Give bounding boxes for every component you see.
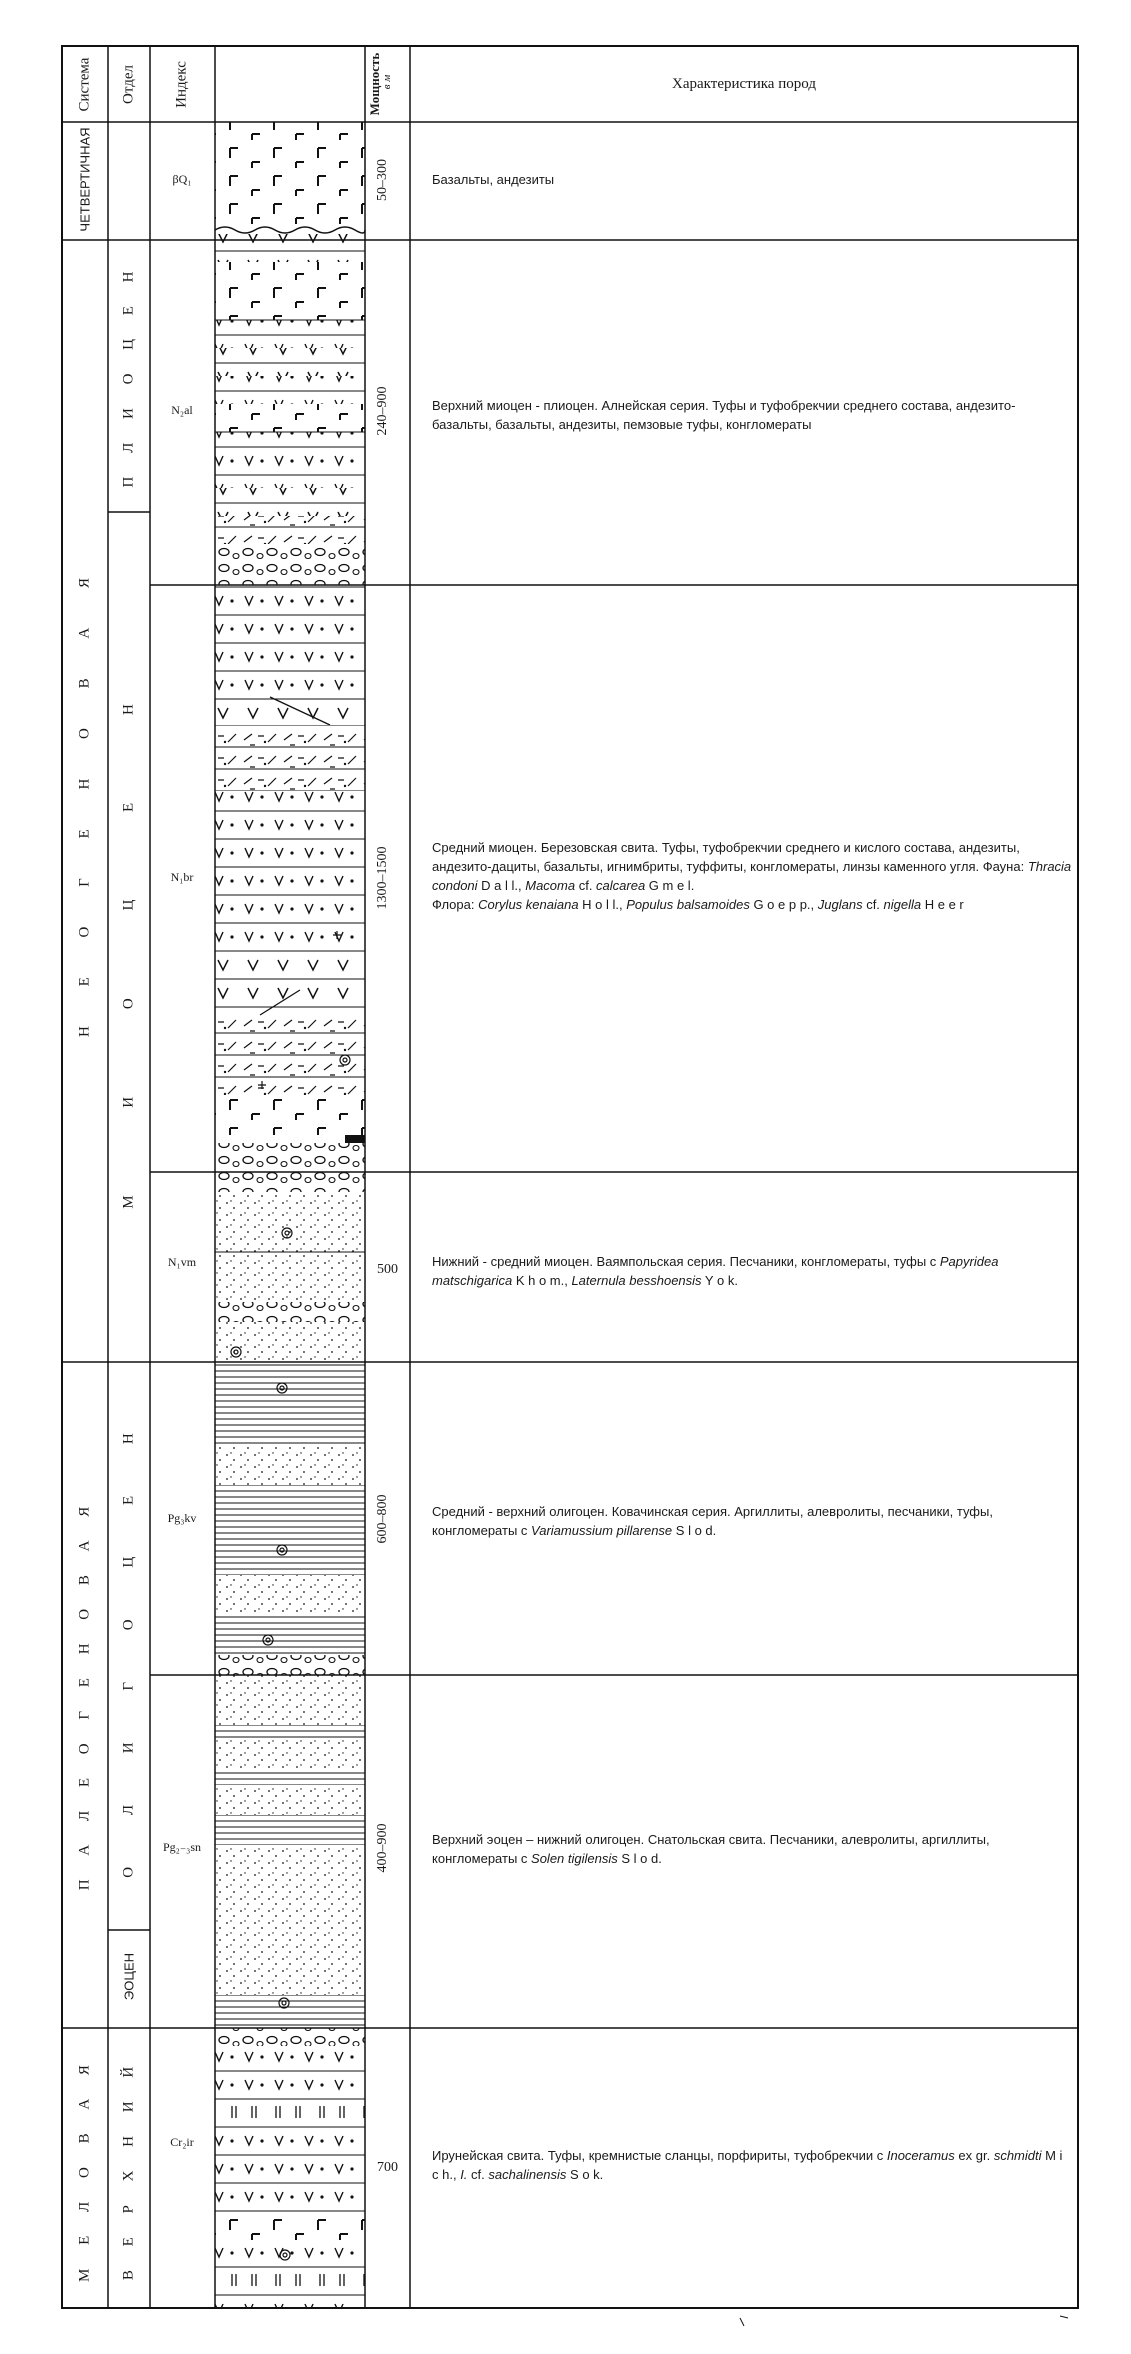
index-n2al: N₂al [171,403,193,417]
fauna-name: Thracia condoni [432,859,1072,893]
description-n2al [432,396,1072,434]
author: K h o m., [512,1273,572,1288]
thickness-n1vm: 500 [377,1262,398,1277]
header-division: Отдел [120,65,137,104]
author: S l o d. [672,1523,717,1538]
description-n1vm [432,1252,1072,1290]
description-text: Верхний эоцен – нижний олигоцен. Снатольская свита. Песчаники, алевролиты, аргиллиты, конгломераты с [432,1832,990,1866]
thickness-pg3kv: 600–800 [375,1494,390,1544]
author: S o k. [566,2167,604,2182]
cf: cf. [467,2167,489,2182]
index-n1br: N₁br [170,870,194,884]
division-oligocene: О Л И Г О Ц Е Н [120,1409,137,1878]
gr: ex gr. [954,2148,994,2163]
author: G o e p p., [749,897,818,912]
flora-name: nigella [883,897,922,912]
index-cr2ir: Cr₂ir [170,2135,194,2149]
description-text: Нижний - средний миоцен. Ваямпольская серия. Песчаники, конгломераты, туфы с [432,1254,940,1269]
index-n1vm: N₁vm [167,1255,197,1269]
system-cretaceous: М Е Л О В А Я [76,2055,93,2282]
flora-label: Флора: [432,897,479,912]
fauna-name: Papyridea matschigarica [432,1254,999,1288]
lithology-column [215,122,365,2308]
header-thickness: Мощность [367,52,382,116]
fauna-name: calcarea [596,878,646,893]
division-upper: В Е Р Х Н И Й [120,2056,137,2281]
thickness-n1br: 1300–1500 [375,846,390,910]
flora-name: Juglans [817,897,863,912]
description-text: Средний - верхний олигоцен. Ковачинская серия. Аргиллиты, алевролиты, песчаники, туфы, конгломераты с [432,1504,993,1538]
thickness-n2al: 240–900 [375,386,390,436]
description-pg2-3sn [432,1830,1072,1868]
flora-name: Populus balsamoides [626,897,750,912]
description-cr2ir [432,2146,1072,2184]
author: M i c h., [432,2148,1063,2182]
index-q1: βQ₁ [172,172,192,186]
fauna-name: Variamussium pillarense [531,1523,673,1538]
fauna-name: Solen tigilensis [531,1851,618,1866]
flora-name: Corylus kenaiana [478,897,579,912]
description-text: Средний миоцен. Березовская свита. Туфы, туфобрекчии среднего и кислого состава, андезиты, андезито-дациты, базальты, игнимбриты, туффиты, конгломераты, линзы каменного угля. Фауна: [432,840,1028,874]
author: G m e l. [645,878,695,893]
author: S l o d. [617,1851,662,1866]
fauna-name: sachalinensis [488,2167,567,2182]
fauna-name: Laternula besshoensis [571,1273,702,1288]
description-n1br [432,838,1072,914]
description-text: Ирунейская свита. Туфы, кремнистые сланцы, порфириты, туфобрекчии с [432,2148,887,2163]
description-text: Верхний миоцен - плиоцен. Алнейская серия. Туфы и туфобрекчии среднего состава, андезито-базальты, базальты, андезиты, пемзовые туфы, конгломераты [432,398,1016,432]
author: D a l l., [477,878,526,893]
index-pg3kv: Pg₃kv [167,1511,197,1525]
description-q1 [432,170,1072,189]
author: H e e r [921,897,964,912]
description-pg3kv [432,1502,1072,1540]
header-description: Характеристика пород [672,76,816,92]
system-paleogene: П А Л Е О Г Е Н О В А Я [76,1496,93,1891]
division-eocene: ЭОЦЕН [121,1952,137,2001]
division-miocene: М И О Ц Е Н [120,662,137,1209]
fauna-name: schmidti [993,2148,1042,2163]
system-quaternary: ЧЕТВЕРТИЧНАЯ [77,127,93,232]
cf: cf. [575,878,597,893]
thickness-pg2-3sn: 400–900 [375,1823,390,1873]
system-neogene: Н Е О Г Е Н О В А Я [76,560,93,1037]
header-thickness-unit: в м [381,74,393,90]
author: H o l l., [578,897,627,912]
author: Y o k. [701,1273,738,1288]
description-text: Базальты, андезиты [432,172,555,187]
division-pliocene: П Л И О Ц Е Н [120,261,137,488]
thickness-cr2ir: 700 [377,2160,398,2175]
thickness-q1: 50–300 [375,159,390,201]
header-system: Система [76,57,93,112]
header-index: Индекс [173,61,190,108]
fauna-name: I. [460,2167,468,2182]
cf: cf. [862,897,884,912]
index-pg2-3sn: Pg₂₋₃sn [162,1840,202,1854]
fauna-name: Inoceramus [886,2148,955,2163]
fauna-name: Macoma [525,878,576,893]
